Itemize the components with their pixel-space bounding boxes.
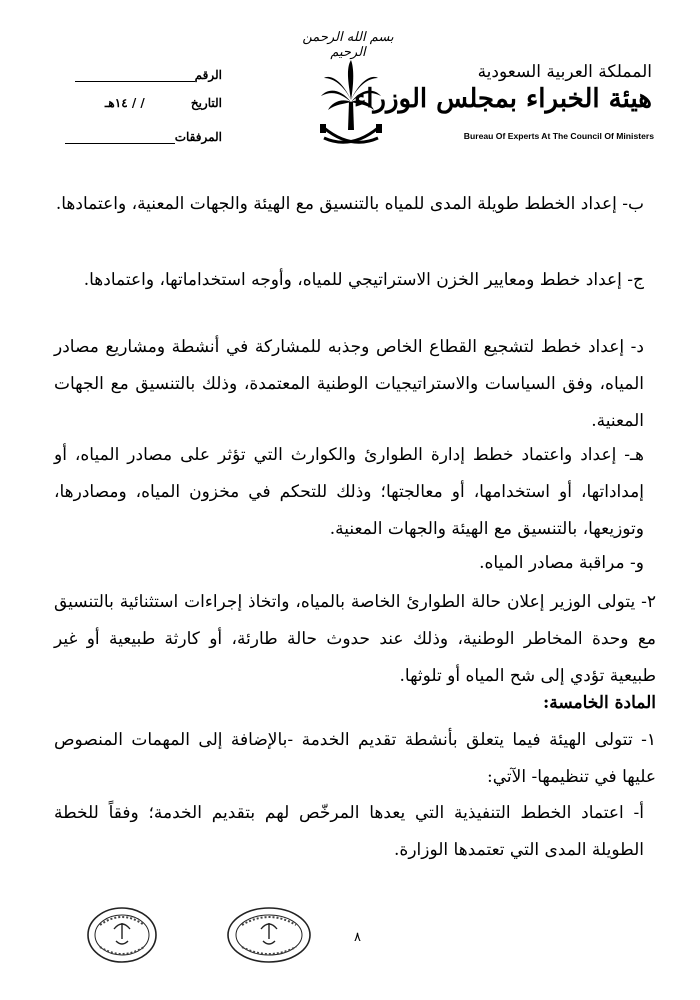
basmala: بسم الله الرحمن الرحيم — [302, 30, 394, 60]
item-2: ٢- يتولى الوزير إعلان حالة الطوارئ الخاصة بالمياه، واتخاذ إجراءات استثنائية بالتنسيق مع وحدة المخاطر الوطنية، وذلك عند حدوث حالة طارئة، أو كارثة طبيعية أو غير طبيعية تؤدي إلى شح المياه أو تلوثها. — [54, 592, 656, 686]
brand-bureau-name: هيئة الخبراء بمجلس الوزراء — [353, 84, 652, 114]
article-five-heading: المادة الخامسة: — [542, 693, 656, 713]
brand-country-name: المملكة العربية السعودية — [477, 62, 652, 82]
attachments-label: المرفقات — [174, 130, 222, 144]
article-five-item-1: ١- تتولى الهيئة فيما يتعلق بأنشطة تقديم الخدمة -بالإضافة إلى المهمات المنصوص عليها في تنظيمها- الآتي: — [54, 730, 657, 787]
number-line — [75, 69, 195, 82]
brand-english-name: Bureau Of Experts At The Council Of Ministers — [463, 131, 654, 141]
number-label: الرقم — [194, 68, 222, 82]
date-label: التاريخ — [190, 96, 222, 110]
official-seal-stamp-right-icon — [226, 905, 312, 965]
date-value: / / ١٤هـ — [104, 96, 145, 110]
clause-b: ب- إعداد الخطط طويلة المدى للمياه بالتنسيق مع الهيئة والجهات المعنية، واعتمادها. — [55, 194, 644, 214]
clause-d: د- إعداد خطط لتشجيع القطاع الخاص وجذبه للمشاركة في أنشطة ومشاريع مصادر المياه، وفق السياسات والاستراتيجيات الوطنية المعتمدة، وذلك بالتنسيق مع الجهات المعنية. — [54, 337, 644, 431]
meta-attachments-row — [59, 130, 222, 144]
page-number: ٨ — [354, 930, 361, 945]
clause-w: و- مراقبة مصادر المياه. — [479, 553, 644, 573]
attachments-line — [65, 131, 175, 144]
meta-date-row — [65, 96, 222, 110]
official-seal-stamp-left-icon — [86, 905, 158, 965]
article-five-clause-a: أ- اعتماد الخطط التنفيذية التي يعدها المرخّص لهم بتقديم الخدمة؛ وفقاً للخطة الطويلة المدى التي تعتمدها الوزارة. — [54, 803, 644, 860]
meta-number-row — [69, 68, 222, 82]
clause-j: ج- إعداد خطط ومعايير الخزن الاستراتيجي للمياه، وأوجه استخداماتها، واعتمادها. — [83, 270, 644, 290]
clause-h: هـ- إعداد واعتماد خطط إدارة الطوارئ والكوارث التي تؤثر على مصادر المياه، أو إمداداتها، أو استخدامها، أو معالجتها؛ وذلك للتحكم في مخزون المياه، ومصادرها، وتوزيعها، بالتنسيق مع الهيئة والجهات المعنية. — [54, 445, 644, 539]
